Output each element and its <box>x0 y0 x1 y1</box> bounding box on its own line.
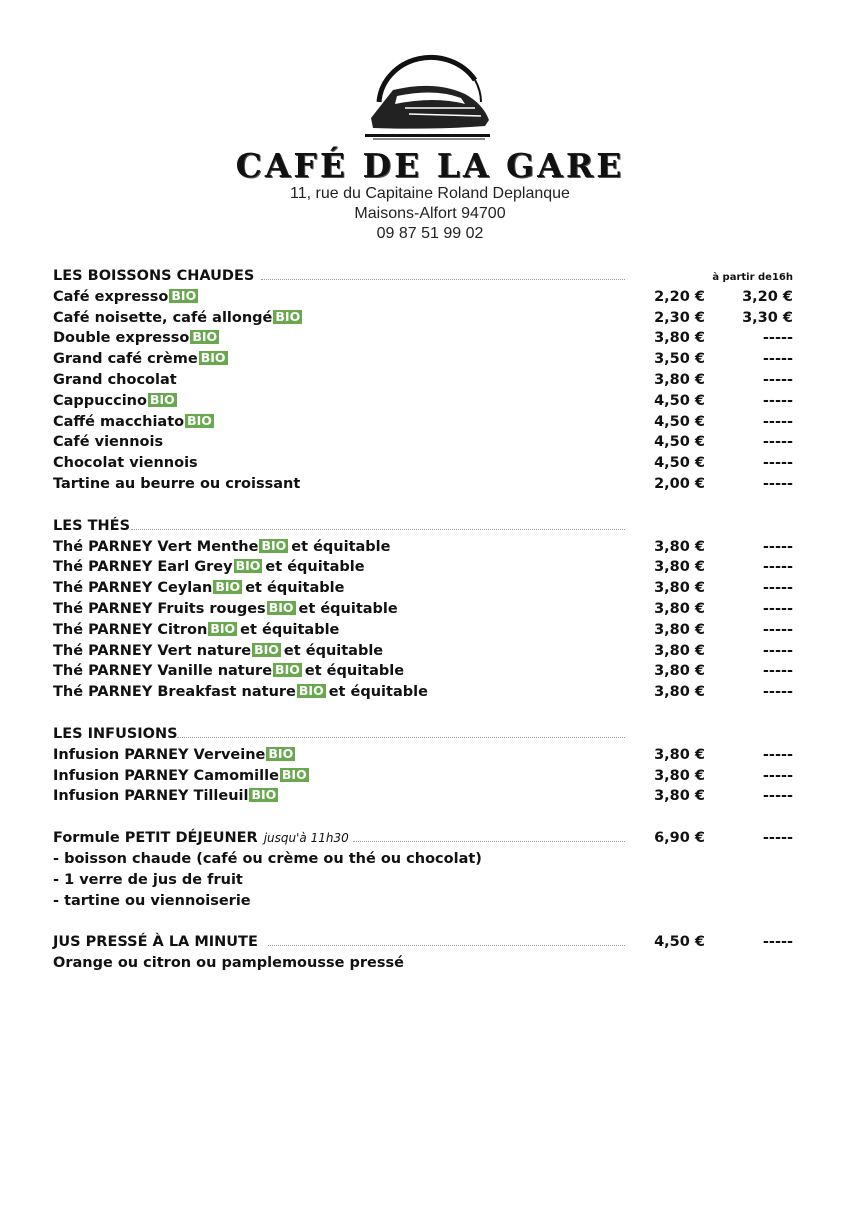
bio-badge: BIO <box>171 287 197 303</box>
menu-item <box>53 412 795 433</box>
bio-badge: BIO <box>200 350 226 366</box>
formule-price: 6,90 € <box>654 830 705 847</box>
bio-badge: BIO <box>235 558 261 574</box>
menu-item-name-wrap <box>53 391 180 412</box>
menu-item-name-wrap <box>53 578 344 599</box>
menu-item-name-wrap <box>53 412 217 433</box>
menu-item <box>53 432 795 453</box>
menu-item-price: 3,80 € <box>654 330 705 347</box>
menu-item-price-after: ----- <box>762 392 793 409</box>
bio-badge: BIO <box>281 766 307 782</box>
menu-item-price: 3,80 € <box>654 621 705 638</box>
menu-item <box>53 349 795 370</box>
menu-item-price: 3,80 € <box>654 559 705 576</box>
menu-item-suffix: et équitable <box>245 580 345 597</box>
menu-item-name: Caffé macchiato <box>53 413 185 430</box>
bio-badge: BIO <box>268 745 294 761</box>
menu-item-suffix: et équitable <box>240 621 340 638</box>
menu-item-price: 3,80 € <box>654 684 705 701</box>
menu-item-suffix: et équitable <box>265 559 365 576</box>
menu-item-name-wrap <box>53 599 398 620</box>
menu-item-price: 2,20 € <box>654 288 705 305</box>
menu-item-name: Thé PARNEY Vert nature <box>53 642 252 659</box>
menu-item <box>53 453 795 474</box>
menu-item-price: 2,30 € <box>654 309 705 326</box>
bio-badge: BIO <box>192 329 218 345</box>
menu-item-name: Infusion PARNEY Tilleuil <box>53 788 249 805</box>
formule-title-wrap <box>53 828 349 849</box>
menu-item-price-after: ----- <box>762 351 793 368</box>
menu-item-name: Café expresso <box>53 288 169 305</box>
menu-item-price: 3,80 € <box>654 788 705 805</box>
menu-item-name: Thé PARNEY Fruits rouges <box>53 600 266 617</box>
menu-item-name-wrap <box>53 641 383 662</box>
menu-item-name: Grand chocolat <box>53 371 177 388</box>
menu-item <box>53 474 795 495</box>
menu-list <box>53 266 795 974</box>
menu-item <box>53 620 795 641</box>
menu-item-name-wrap <box>53 766 312 787</box>
menu-item-price-after: ----- <box>762 767 793 784</box>
menu-item <box>53 745 795 766</box>
menu-item-price: 3,80 € <box>654 538 705 555</box>
dotted-leader <box>261 279 625 280</box>
menu-item-name-wrap <box>53 370 177 391</box>
menu-item-name-wrap <box>53 287 201 308</box>
menu-item <box>53 308 795 329</box>
menu-item <box>53 682 795 703</box>
menu-item-price-after: ----- <box>762 538 793 555</box>
formule-price-after: ----- <box>762 830 793 847</box>
menu-item-price: 4,50 € <box>654 392 705 409</box>
menu-item-price-after: ----- <box>762 788 793 805</box>
menu-item <box>53 391 795 412</box>
menu-item-price: 3,80 € <box>654 642 705 659</box>
dotted-leader <box>353 841 625 842</box>
menu-item-price-after: ----- <box>762 330 793 347</box>
formule-title: Formule PETIT DÉJEUNER <box>53 830 258 847</box>
menu-item-suffix: et équitable <box>291 538 391 555</box>
menu-item-name: Grand café crème <box>53 351 198 368</box>
thes-list <box>53 537 795 703</box>
menu-item-price-after: ----- <box>762 600 793 617</box>
bio-badge: BIO <box>187 412 212 428</box>
bio-badge: BIO <box>251 787 277 803</box>
menu-item-price: 3,80 € <box>654 600 705 617</box>
menu-item <box>53 599 795 620</box>
menu-item-name: Tartine au beurre ou croissant <box>53 475 301 492</box>
menu-item-name: Thé PARNEY Breakfast nature <box>53 684 296 701</box>
infusions-list <box>53 745 795 807</box>
formule-line: - tartine ou viennoiserie <box>53 892 251 909</box>
section-title: LES THÉS <box>53 517 131 534</box>
menu-item-name: Thé PARNEY Ceylan <box>53 580 213 597</box>
formule-line: - boisson chaude (café ou crème ou thé ou chocolat) <box>53 850 482 867</box>
menu-item <box>53 287 795 308</box>
menu-item-price: 3,80 € <box>654 663 705 680</box>
menu-item-price: 3,80 € <box>654 580 705 597</box>
menu-item-name-wrap <box>53 474 300 495</box>
menu-item-price: 2,00 € <box>654 475 705 492</box>
menu-item-name: Infusion PARNEY Verveine <box>53 746 266 763</box>
menu-item-name: Thé PARNEY Vanille nature <box>53 663 273 680</box>
menu-item-price: 3,80 € <box>654 371 705 388</box>
menu-item-name: Chocolat viennois <box>53 455 198 472</box>
boissons-list <box>53 287 795 495</box>
menu-item-price-after: ----- <box>762 580 793 597</box>
menu-item-name: Café noisette, café allongé <box>53 309 273 326</box>
menu-item-name: Café viennois <box>53 434 164 451</box>
jus-description: Orange ou citron ou pamplemousse pressé <box>53 955 404 972</box>
menu-item-price-after: ----- <box>762 642 793 659</box>
menu-item-name: Double expresso <box>53 330 190 347</box>
dotted-leader <box>268 945 625 946</box>
address-line-2: Maisons-Alfort 94700 <box>354 205 506 222</box>
section-gap <box>53 703 795 724</box>
price-after-label: à partir de16h <box>712 272 793 283</box>
jus-price-after: ----- <box>762 934 793 951</box>
menu-item-price: 3,80 € <box>654 746 705 763</box>
menu-item-price-after: ----- <box>762 559 793 576</box>
section-heading-infusions <box>53 724 795 745</box>
menu-item-price-after: ----- <box>762 746 793 763</box>
menu-item-name-wrap <box>53 308 305 329</box>
phone-number: 09 87 51 99 02 <box>376 225 484 242</box>
menu-item-name-wrap <box>53 432 163 453</box>
section-title: LES BOISSONS CHAUDES <box>53 268 255 284</box>
menu-item-price-after: ----- <box>762 455 793 472</box>
menu-item-name-wrap <box>53 453 198 474</box>
menu-item-price-after: 3,20 € <box>742 288 793 305</box>
menu-item-suffix: et équitable <box>283 642 384 659</box>
menu-item-suffix: et équitable <box>304 663 405 680</box>
menu-item-price-after: ----- <box>762 475 793 492</box>
formule-note: jusqu'à 11h30 <box>263 831 349 846</box>
section-gap <box>53 911 795 932</box>
cafe-name: CAFÉ DE LA GARE <box>235 146 625 185</box>
dotted-leader <box>177 737 625 738</box>
menu-item-name: Thé PARNEY Earl Grey <box>53 559 233 576</box>
menu-item-suffix: et équitable <box>328 684 428 701</box>
menu-item <box>53 661 795 682</box>
menu-item-name: Thé PARNEY Vert Menthe <box>53 538 259 555</box>
menu-item-name-wrap <box>53 682 428 703</box>
menu-item-name-wrap <box>53 786 281 807</box>
formule-line: - 1 verre de jus de fruit <box>53 871 243 888</box>
address-line-1: 11, rue du Capitaine Roland Deplanque <box>290 185 570 202</box>
menu-item-price: 4,50 € <box>654 455 705 472</box>
menu-item <box>53 328 795 349</box>
menu-item-price-after: ----- <box>762 371 793 388</box>
section-gap <box>53 807 795 828</box>
jus-heading <box>53 932 795 953</box>
menu-item-price: 3,80 € <box>654 767 705 784</box>
formule-heading <box>53 828 795 849</box>
menu-item <box>53 786 795 807</box>
jus-description-row <box>53 953 795 974</box>
jus-title: JUS PRESSÉ À LA MINUTE <box>53 934 258 951</box>
dotted-leader <box>131 529 625 530</box>
menu-item-name: Infusion PARNEY Camomille <box>53 767 279 784</box>
bio-badge: BIO <box>275 662 300 678</box>
menu-item-name-wrap <box>53 661 404 682</box>
menu-item <box>53 537 795 558</box>
bio-badge: BIO <box>268 599 294 615</box>
jus-price: 4,50 € <box>654 934 705 951</box>
menu-item-name-wrap <box>53 328 222 349</box>
menu-item-price: 4,50 € <box>654 413 705 430</box>
section-heading-thes <box>53 516 795 537</box>
bio-badge: BIO <box>261 537 287 553</box>
train-logo-icon <box>365 50 495 142</box>
menu-item-name: Cappuccino <box>53 392 147 409</box>
menu-item-price-after: 3,30 € <box>742 309 793 326</box>
section-heading-boissons <box>53 266 795 287</box>
menu-item-name: Thé PARNEY Citron <box>53 621 208 638</box>
menu-item-name-wrap <box>53 349 231 370</box>
bio-badge: BIO <box>215 579 241 595</box>
menu-item <box>53 641 795 662</box>
menu-item-name-wrap <box>53 537 390 558</box>
section-gap <box>53 495 795 516</box>
menu-item-price-after: ----- <box>762 434 793 451</box>
menu-item-price-after: ----- <box>762 663 793 680</box>
menu-header <box>0 50 860 244</box>
menu-item <box>53 766 795 787</box>
menu-item-price-after: ----- <box>762 413 793 430</box>
menu-item-suffix: et équitable <box>298 600 398 617</box>
menu-item-name-wrap <box>53 745 298 766</box>
bio-badge: BIO <box>149 391 175 407</box>
menu-item-price: 4,50 € <box>654 434 705 451</box>
bio-badge: BIO <box>254 641 279 657</box>
bio-badge: BIO <box>210 620 236 636</box>
section-title: LES INFUSIONS <box>53 725 178 742</box>
menu-item-price: 3,50 € <box>654 351 705 368</box>
bio-badge: BIO <box>275 308 301 324</box>
menu-item-price-after: ----- <box>762 684 793 701</box>
bio-badge: BIO <box>298 683 324 699</box>
menu-item-name-wrap <box>53 620 339 641</box>
menu-item-price-after: ----- <box>762 621 793 638</box>
menu-item <box>53 578 795 599</box>
menu-item <box>53 370 795 391</box>
menu-item-name-wrap <box>53 557 365 578</box>
menu-item <box>53 557 795 578</box>
